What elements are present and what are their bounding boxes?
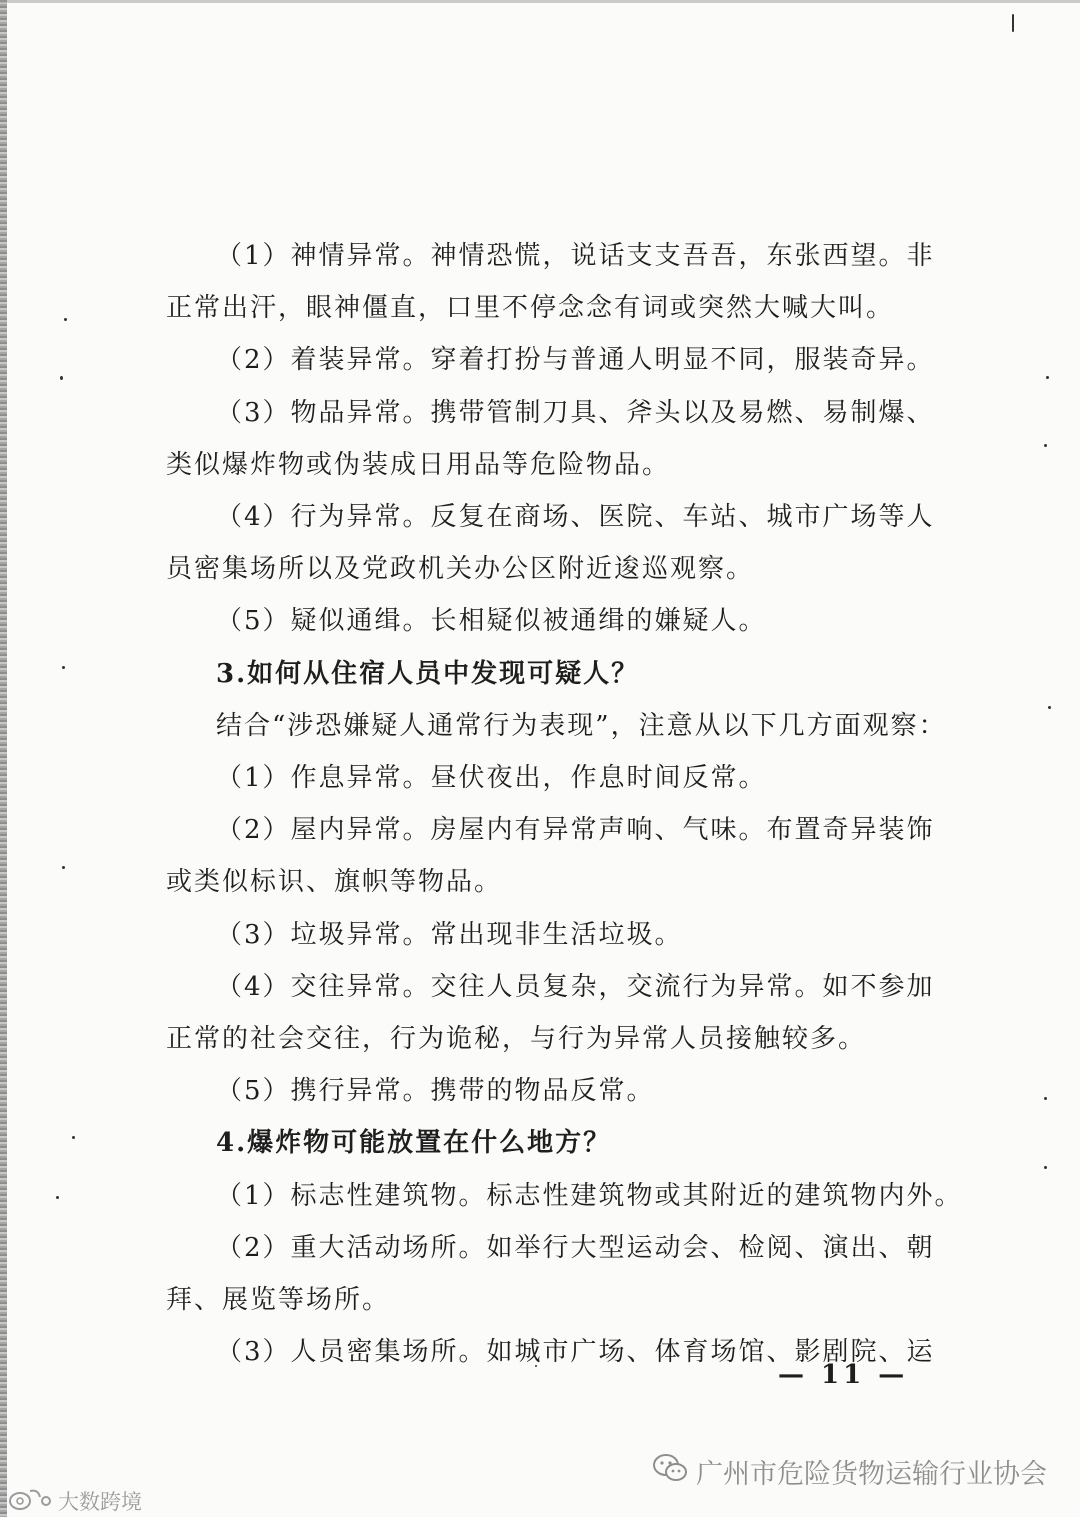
text-line: 拜、展览等场所。 xyxy=(166,1285,391,1315)
text-line: （5）疑似通缉。长相疑似被通缉的嫌疑人。 xyxy=(216,606,767,637)
watermark-weibo xyxy=(8,1486,142,1516)
text-line: 或类似标识、旗帜等物品。 xyxy=(166,867,503,898)
scan-speck xyxy=(1044,444,1047,447)
text-line: （4）交往异常。交往人员复杂，交流行为异常。如不参加 xyxy=(216,971,935,1002)
text-line: （2）屋内异常。房屋内有异常声响、气味。布置奇异装饰 xyxy=(216,815,935,846)
text-line: （1）作息异常。昼伏夜出，作息时间反常。 xyxy=(216,763,767,793)
text-line: （1）神情异常。神情恐慌，说话支支吾吾，东张西望。非 xyxy=(216,241,935,271)
wechat-icon xyxy=(652,1453,688,1490)
text-line: 正常的社会交往，行为诡秘，与行为异常人员接触较多。 xyxy=(166,1024,867,1054)
text-line: 正常出汗，眼神僵直，口里不停念念有词或突然大喊大叫。 xyxy=(166,293,895,324)
watermark-right-text: 广州市危险货物运输行业协会 xyxy=(696,1459,1047,1490)
scan-speck xyxy=(1048,706,1051,709)
text-line: （3）人员密集场所。如城市广场、体育场馆、影剧院、运 xyxy=(216,1337,935,1368)
page-number: — 11 — xyxy=(778,1360,909,1390)
text-line: （2）重大活动场所。如举行大型运动会、检阅、演出、朝 xyxy=(216,1232,935,1263)
text-line: （3）物品异常。携带管制刀具、斧头以及易燃、易制爆、 xyxy=(216,397,935,428)
scan-speck xyxy=(1044,1097,1047,1100)
watermark-left-text: 大数跨境 xyxy=(58,1490,142,1514)
text-line: 结合“涉恐嫌疑人通常行为表现”，注意从以下几方面观察： xyxy=(216,710,947,741)
text-line: （3）垃圾异常。常出现非生活垃圾。 xyxy=(216,919,683,950)
text-line: （4）行为异常。反复在商场、医院、车站、城市广场等人 xyxy=(216,502,935,532)
section-heading: 3.如何从住宿人员中发现可疑人？ xyxy=(216,658,640,689)
weibo-icon xyxy=(8,1487,52,1516)
text-line: （5）携行异常。携带的物品反常。 xyxy=(216,1076,655,1107)
scan-speck xyxy=(62,866,65,869)
scan-speck xyxy=(64,318,67,321)
text-line: 员密集场所以及党政机关办公区附近逡巡观察。 xyxy=(166,554,755,585)
scan-speck xyxy=(72,1136,75,1139)
scan-speck xyxy=(1044,1166,1047,1169)
section-heading: 4.爆炸物可能放置在什么地方？ xyxy=(216,1128,612,1159)
text-line: （1）标志性建筑物。标志性建筑物或其附近的建筑物内外。 xyxy=(216,1180,963,1211)
scan-speck xyxy=(56,1196,59,1199)
watermark-wechat xyxy=(652,1452,1047,1491)
scan-edge-top xyxy=(0,0,1080,3)
scan-edge-left xyxy=(0,0,7,1517)
scan-speck xyxy=(62,666,65,669)
scan-speck xyxy=(1046,376,1049,379)
text-line: （2）着装异常。穿着打扮与普通人明显不同，服装奇异。 xyxy=(216,345,935,376)
scan-speck xyxy=(1012,14,1014,32)
scan-speck xyxy=(60,376,63,380)
text-line: 类似爆炸物或伪装成日用品等危险物品。 xyxy=(166,449,671,480)
